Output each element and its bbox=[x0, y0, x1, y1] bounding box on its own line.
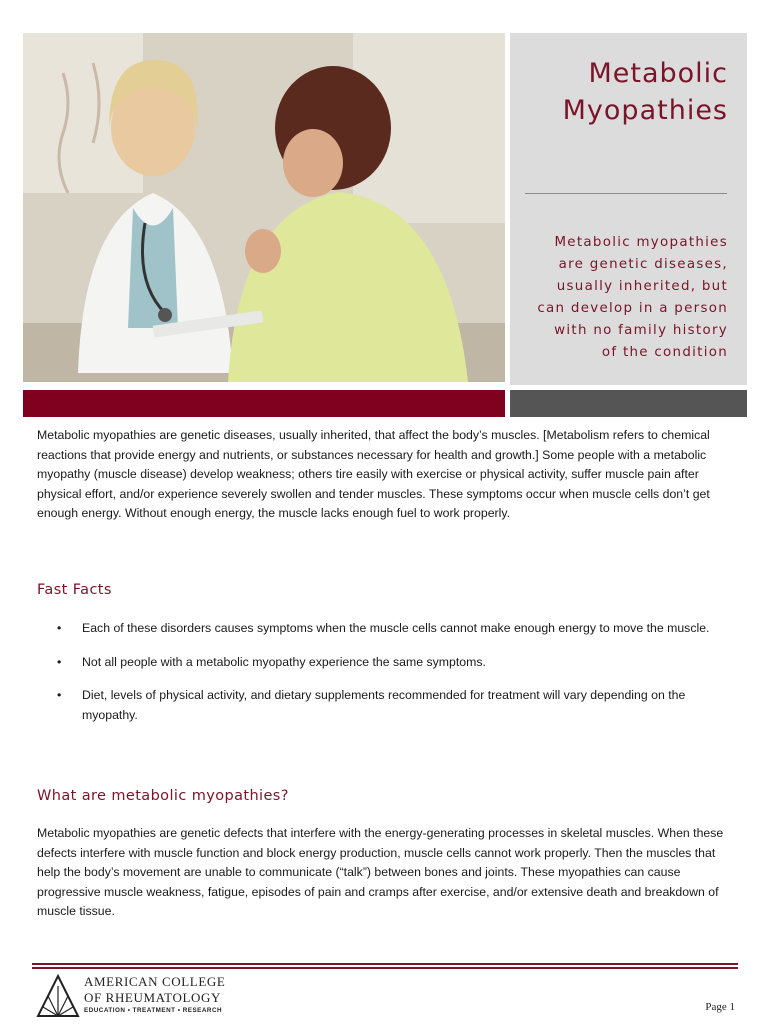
what-are-paragraph: Metabolic myopathies are genetic defects that interfere with the energy-generating processes in skeletal muscles. When these defects interfere with muscle function and block energy production, muscle cells cannot work properly. Then the muscles that help the body’s movement are unable to communicate (“talk”) between bones and joints. These myopathies can cause progressive muscle weakness, fatigue, episodes of pain and cramps after exercise, and/or extensive death and breakdown of muscle tissue. bbox=[37, 826, 724, 918]
tagline-line: usually inherited, but bbox=[556, 279, 728, 294]
side-accent-bar bbox=[510, 390, 747, 417]
tagline-line: of the condition bbox=[601, 345, 728, 360]
list-item-text: Diet, levels of physical activity, and dietary supplements recommended for treatment will vary depending on the myopathy. bbox=[82, 688, 686, 722]
logo-line-2: OF RHEUMATOLOGY bbox=[84, 990, 221, 1005]
fast-facts-heading: Fast Facts bbox=[37, 582, 112, 598]
tagline-line: are genetic diseases, bbox=[558, 257, 728, 272]
doctor-patient-illustration bbox=[23, 33, 505, 382]
list-item-text: Not all people with a metabolic myopathy experience the same symptoms. bbox=[82, 654, 486, 669]
tagline-line: with no family history bbox=[554, 323, 728, 338]
logo-line-1: AMERICAN COLLEGE bbox=[84, 974, 226, 989]
title-line-2: Myopathies bbox=[562, 95, 728, 126]
title-panel bbox=[510, 33, 747, 385]
hero-photo bbox=[23, 33, 505, 382]
intro-paragraph: Metabolic myopathies are genetic diseases, usually inherited, that affect the body’s muscles. [Metabolism refers to chemical reactions that provide energy and nutrients, or substances necessary for health and growth.] Some people with a metabolic myopathy (muscle disease) develop weakness; others tire easily with exercise or physical activity, suffer muscle pain after physical effort, and/or experience severely swollen and tender muscles. These symptoms occur when muscle cells don’t get enough energy. Without enough energy, the muscle lacks enough fuel to work properly. bbox=[37, 428, 710, 520]
tagline-line: can develop in a person bbox=[537, 301, 728, 316]
list-item-text: Each of these disorders causes symptoms when the muscle cells cannot make enough energy to move the muscle. bbox=[82, 621, 710, 635]
footer-rule bbox=[32, 967, 738, 969]
bullet-icon: • bbox=[57, 621, 62, 635]
page-title bbox=[518, 55, 728, 129]
footer-rule bbox=[32, 963, 738, 965]
list-item bbox=[37, 619, 727, 639]
tagline-line: Metabolic myopathies bbox=[554, 235, 728, 250]
title-line-1: Metabolic bbox=[588, 58, 728, 89]
title-divider bbox=[525, 193, 727, 194]
acr-logo bbox=[36, 974, 256, 1018]
page-number: Page 1 bbox=[705, 1001, 735, 1013]
list-item bbox=[37, 686, 727, 725]
tagline bbox=[503, 232, 728, 364]
bullet-icon: • bbox=[57, 688, 62, 702]
what-are-heading: What are metabolic myopathies? bbox=[37, 788, 289, 804]
bullet-icon: • bbox=[57, 654, 62, 669]
accent-bar bbox=[23, 390, 505, 417]
fast-facts-list bbox=[37, 619, 727, 739]
list-item bbox=[37, 653, 727, 673]
sunburst-logo-icon bbox=[36, 974, 80, 1018]
logo-tagline: EDUCATION • TREATMENT • RESEARCH bbox=[84, 1007, 223, 1014]
